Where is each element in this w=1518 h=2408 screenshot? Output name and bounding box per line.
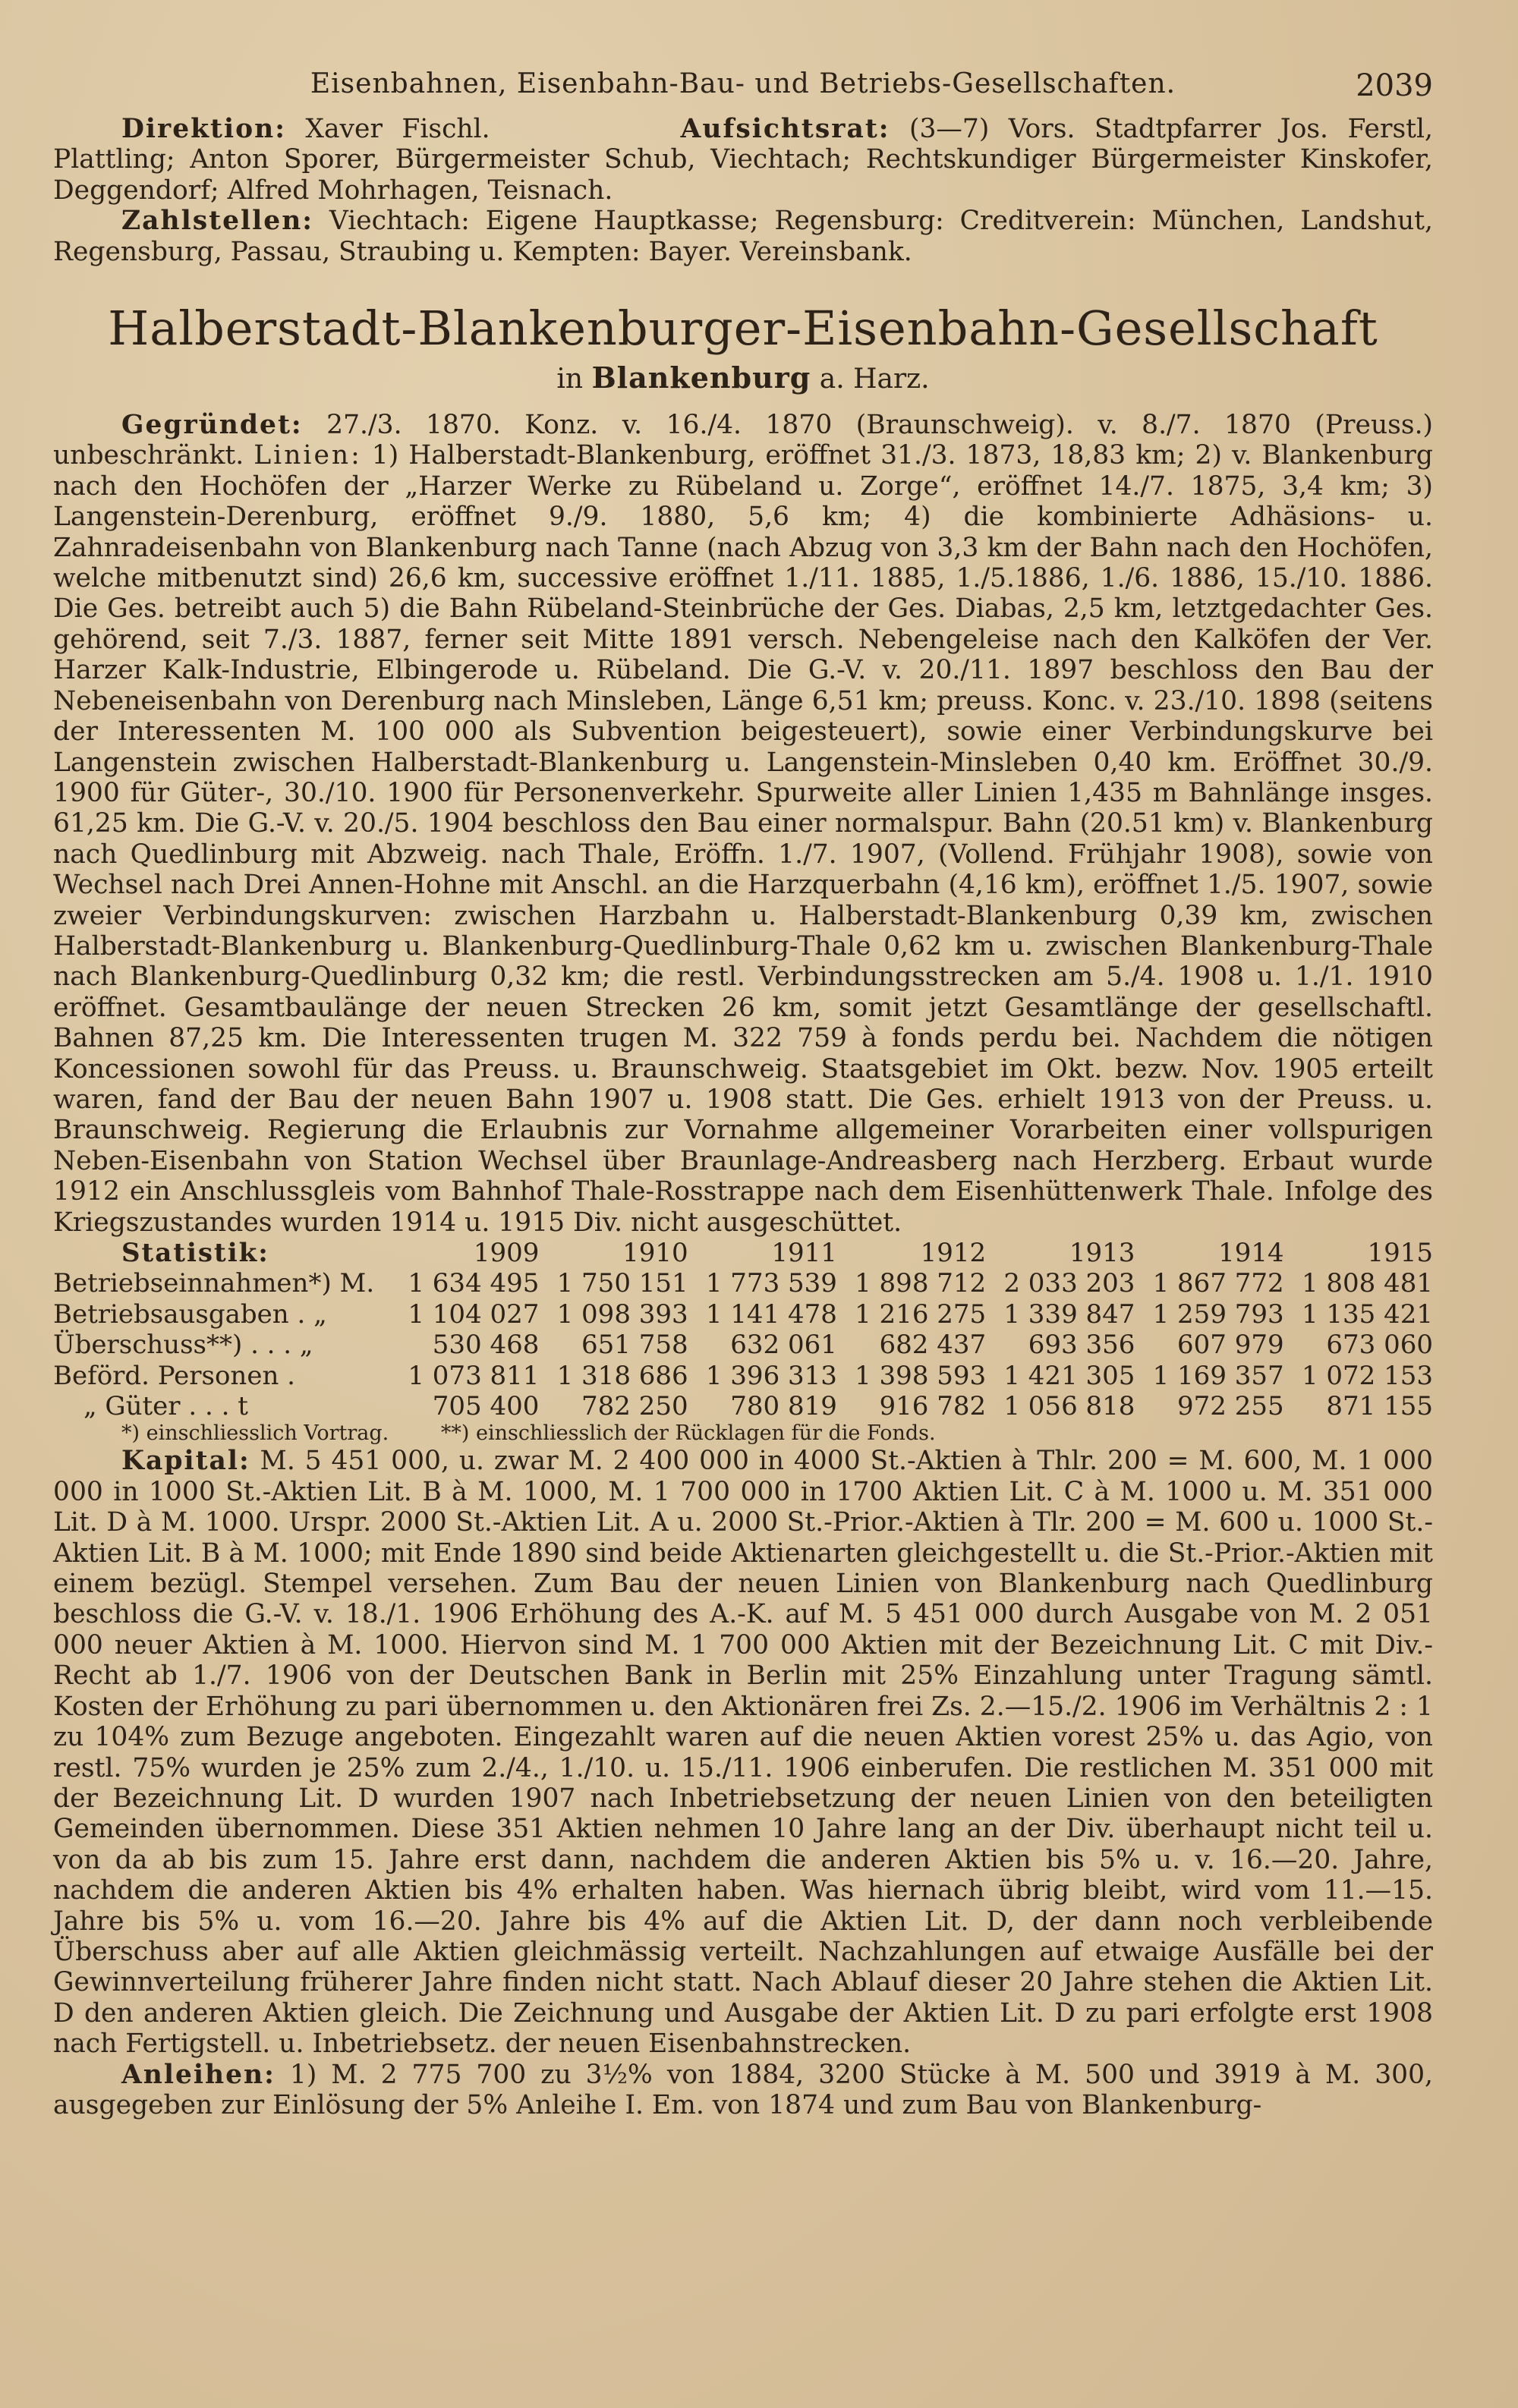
year-header: 1912 [920,1238,987,1268]
kapital-text: M. 5 451 000, u. zwar M. 2 400 000 in 4000 St.-Aktien à Thlr. 200 = M. 600, M. 1 000 000 in 1000 St.-Aktien Lit. B à M. 1000, M. 1 700 000 in 1700 Aktien Lit. C à M. 1000 u. M. 351 000 Lit. D à M. 1000. Urspr. 2000 St.-Aktien Lit. A u. 2000 St.-Prior.-Aktien à Tlr. 200 = M. 600 u. 1000 St.-Aktien Lit. B à M. 1000; mit Ende 1890 sind beide Aktienarten gleichgestellt u. die St.-Prior.-Aktien mit einem bezügl. Stempel versehen. Zum Bau der neuen Linien von Blankenburg nach Quedlinburg beschloss die G.-V. v. 18./1. 1906 Erhöhung des A.-K. auf M. 5 451 000 durch Ausgabe von M. 2 051 000 neuer Aktien à M. 1000. Hiervon sind M. 1 700 000 Aktien mit der Bezeichnung Lit. C mit Div.-Recht ab 1./7. 1906 von der Deutschen Bank in Berlin mit 25% Einzahlung unter Tragung sämtl. Kosten der Erhöhung zu pari übernommen u. den Aktionären frei Zs. 2.—15./2. 1906 im Verhältnis 2 : 1 zu 104% zum Bezuge angeboten. Eingezahlt waren auf die neuen Aktien vorest 25% u. das Agio, von restl. 75% wurden je 25% zum 2./4., 1./10. u. 15./11. 1906 einberufen. Die restlichen M. 351 000 mit der Bezeichnung Lit. D wurden 1907 nach Inbetriebsetzung der neuen Linien von den beteiligten Gemeinden übernommen. Diese 351 Aktien nehmen 10 Jahre lang an der Div. überhaupt nicht teil u. von da ab bis zum 15. Jahre erst dann, nachdem die anderen Aktien bis 5% u. v. 16.—20. Jahre, nachdem die anderen Aktien bis 4% erhalten haben. Was hiernach übrig bleibt, wird vom 11.—15. Jahre bis 5% u. vom 16.—20. Jahre bis 4% auf die Aktien Lit. D, der dann noch verbleibende Überschuss aber auf alle Aktien gleichmässig verteilt. Nachzahlungen auf etwaige Ausfälle bei der Gewinnverteilung früherer Jahre finden nicht statt. Nach Ablauf dieser 20 Jahre stehen die Aktien Lit. D den anderen Aktien gleich. Die Zeichnung und Ausgabe der Aktien Lit. D zu pari erfolgte erst 1908 nach Fertigstell. u. Inbetriebsetz. der neuen Eisenbahnstrecken. [53,1446,1433,2060]
table-row [53,1330,1433,1360]
table-cell: 780 819 [730,1391,837,1422]
gegruendet-paragraph [53,410,1433,1238]
statistik-label: Statistik: [121,1238,269,1268]
zahlstellen-label: Zahlstellen: [121,206,314,237]
location-city: Blankenburg [591,360,811,395]
table-row [53,1268,1433,1298]
row-label-cell [53,1268,390,1298]
row-label: Betriebseinnahmen*) [53,1268,332,1299]
table-cell: 632 061 [730,1330,837,1361]
row-unit: . [287,1360,295,1391]
gegruendet-label: Gegründet: [121,410,303,441]
zahlstellen-paragraph [53,206,1433,267]
table-cell: 1 634 495 [408,1268,540,1299]
year-header: 1913 [1069,1238,1135,1268]
zahlstellen-text: Viechtach: Eigene Hauptkasse; Regensburg: Creditverein: München, Landshut, Regensburg, Passau, Straubing u. Kempten: Bayer. Vereinsbank. [53,206,1433,267]
table-cell: 1 867 772 [1152,1268,1284,1299]
row-label: Beförd. Personen [53,1360,279,1391]
table-cell: 607 979 [1177,1330,1284,1361]
running-head [53,68,1433,114]
company-title: Halberstadt-Blankenburger-Eisenbahn-Gesellschaft [108,301,1378,357]
table-cell: 1 104 027 [408,1298,540,1330]
table-row [53,1299,1433,1330]
table-cell: 871 155 [1326,1391,1433,1422]
linien-label: Linien: [254,440,362,471]
previous-entry [53,114,1433,267]
location-prefix: in [556,364,584,395]
statistik-table [53,1238,1433,1421]
anleihen-text: 1) M. 2 775 700 zu 3½% von 1884, 3200 Stücke à M. 500 und 3919 à M. 300, ausgegeben zur Einlösung der 5% Anleihe I. Em. von 1874 und zum Bau von Blankenburg- [53,2059,1434,2120]
table-cell: 1 398 593 [855,1360,987,1391]
table-cell: 1 773 539 [705,1268,837,1299]
table-cell: 682 437 [879,1330,987,1361]
row-label: Betriebsausgaben [53,1298,289,1330]
year-header: 1909 [473,1238,540,1268]
running-title: Eisenbahnen, Eisenbahn-Bau- und Betriebs-Gesellschaften. [310,68,1176,99]
kapital-paragraph [53,1446,1433,2059]
table-cell: 1 216 275 [855,1298,987,1330]
table-cell: 693 356 [1028,1330,1135,1361]
table-cell: 673 060 [1326,1330,1433,1361]
statistik-footnote: *) einschliesslich Vortrag. **) einschliesslich der Rücklagen für die Fonds. [121,1421,936,1446]
table-cell: 651 758 [581,1330,688,1361]
table-cell: 1 073 811 [408,1360,540,1391]
table-cell: 530 468 [432,1330,540,1361]
table-cell: 916 782 [879,1391,987,1422]
anleihen-paragraph [53,2060,1433,2121]
year-header: 1915 [1367,1238,1433,1268]
anleihen-label: Anleihen: [121,2059,276,2090]
table-cell: 1 056 818 [1003,1391,1135,1422]
row-unit: . „ [297,1298,327,1330]
company-location [53,360,1433,395]
table-cell: 1 421 305 [1003,1360,1135,1391]
row-label-cell [53,1299,390,1330]
table-cell: 705 400 [432,1391,540,1422]
aufsichtsrat-text: (3—7) Vors. Stadtpfarrer Jos. Ferstl, Plattling; Anton Sporer, Bürgermeister Schub, Viechtach; Rechtskundiger Bürgermeister Kinskofer, Deggendorf; Alfred Mohrhagen, Teisnach. [53,114,1434,206]
table-row [53,1361,1433,1391]
row-unit: . . . t [188,1391,248,1422]
aufsichtsrat-label: Aufsichtsrat: [680,114,890,144]
table-cell: 1 141 478 [705,1298,837,1330]
year-header: 1914 [1218,1238,1284,1268]
table-cell: 2 033 203 [1003,1268,1135,1299]
direktion-label: Direktion: [121,114,286,144]
table-cell: 1 808 481 [1301,1268,1433,1299]
gegruendet-text-1: 27./3. 1870. Konz. v. 16./4. 1870 (Braunschweig). v. 8./7. 1870 (Preuss.) unbeschränkt. [53,410,1434,471]
table-row [53,1391,1433,1421]
table-cell: 1 339 847 [1003,1298,1135,1330]
table-cell: 1 135 421 [1301,1298,1433,1330]
row-label: „ Güter [83,1391,181,1422]
table-cell: 1 072 153 [1301,1360,1433,1391]
page-number: 2039 [1356,68,1433,103]
row-unit: . . . „ [250,1330,313,1361]
table-cell: 1 098 393 [556,1298,688,1330]
year-header: 1910 [622,1238,688,1268]
table-cell: 1 169 357 [1152,1360,1284,1391]
location-suffix: a. Harz. [819,364,930,395]
row-label: Überschuss**) [53,1330,243,1361]
table-cell: 1 898 712 [855,1268,987,1299]
year-header: 1911 [771,1238,837,1268]
direktion-paragraph [53,114,1433,206]
row-label-cell [53,1391,390,1421]
gegruendet-text-2: 1) Halberstadt-Blankenburg, eröffnet 31./3. 1873, 18,83 km; 2) v. Blankenburg nach den Hochöfen der „Harzer Werke zu Rübeland u. Zorge“, eröffnet 14./7. 1875, 3,4 km; 3) Langenstein-Derenburg, eröffnet 9./9. 1880, 5,6 km; 4) die kombinierte Adhäsions- u. Zahnradeisenbahn von Blankenburg nach Tanne (nach Abzug von 3,3 km der Bahn nach den Hochöfen, welche mitbenutzt sind) 26,6 km, successive eröffnet 1./11. 1885, 1./5.1886, 1./6. 1886, 15./10. 1886. Die Ges. betreibt auch 5) die Bahn Rübeland-Steinbrüche der Ges. Diabas, 2,5 km, letztgedachter Ges. gehörend, seit 7./3. 1887, ferner seit Mitte 1891 versch. Nebengeleise nach den Kalköfen der Ver. Harzer Kalk-Industrie, Elbingerode u. Rübeland. Die G.-V. v. 20./11. 1897 beschloss den Bau der Nebeneisenbahn von Derenburg nach Minsleben, Länge 6,51 km; preuss. Konc. v. 23./10. 1898 (seitens der Interessenten M. 100 000 als Subvention beigesteuert), sowie einer Verbindungskurve bei Langenstein zwischen Halberstadt-Blankenburg u. Langenstein-Minsleben 0,40 km. Eröffnet 30./9. 1900 für Güter-, 30./10. 1900 für Personenverkehr. Spurweite aller Linien 1,435 m Bahnlänge insges. 61,25 km. Die G.-V. v. 20./5. 1904 beschloss den Bau einer normalspur. Bahn (20.51 km) v. Blankenburg nach Quedlinburg mit Abzweig. nach Thale, Eröffn. 1./7. 1907, (Vollend. Frühjahr 1908), sowie von Wechsel nach Drei Annen-Hohne mit Anschl. an die Harzquerbahn (4,16 km), eröffnet 1./5. 1907, sowie zweier Verbindungskurven: zwischen Harzbahn u. Halberstadt-Blankenburg 0,39 km, zwischen Halberstadt-Blankenburg u. Blankenburg-Quedlinburg-Thale 0,62 km u. zwischen Blankenburg-Thale nach Blankenburg-Quedlinburg 0,32 km; die restl. Verbindungsstrecken am 5./4. 1908 u. 1./1. 1910 eröffnet. Gesamtbaulänge der neuen Strecken 26 km, somit jetzt Gesamtlänge der gesellschaftl. Bahnen 87,25 km. Die Interessenten trugen M. 322 759 à fonds perdu bei. Nachdem die nötigen Koncessionen sowohl für das Preuss. u. Braunschweig. Staatsgebiet im Okt. bezw. Nov. 1905 erteilt waren, fand der Bau der neuen Bahn 1907 u. 1908 statt. Die Ges. erhielt 1913 von der Preuss. u. Braunschweig. Regierung die Erlaubnis zur Vornahme allgemeiner Vorarbeiten einer vollspurigen Neben-Eisenbahn von Station Wechsel über Braunlage-Andreasberg nach Herzberg. Erbaut wurde 1912 ein Anschlussgleis vom Bahnhof Thale-Rosstrappe nach dem Eisenhüttenwerk Thale. Infolge des Kriegszustandes wurden 1914 u. 1915 Div. nicht ausgeschüttet. [53,440,1433,1238]
table-cell: 1 259 793 [1152,1298,1284,1330]
row-label-cell [53,1361,390,1391]
direktion-text: Xaver Fischl. [305,114,490,144]
table-cell: 972 255 [1177,1391,1284,1422]
table-cell: 1 396 313 [705,1360,837,1391]
table-cell: 782 250 [581,1391,688,1422]
table-cell: 1 750 151 [556,1268,688,1299]
row-label-cell [53,1330,390,1360]
table-cell: 1 318 686 [556,1360,688,1391]
statistik-header-row [53,1238,1433,1268]
row-unit: M. [339,1268,375,1299]
kapital-label: Kapital: [121,1446,250,1477]
